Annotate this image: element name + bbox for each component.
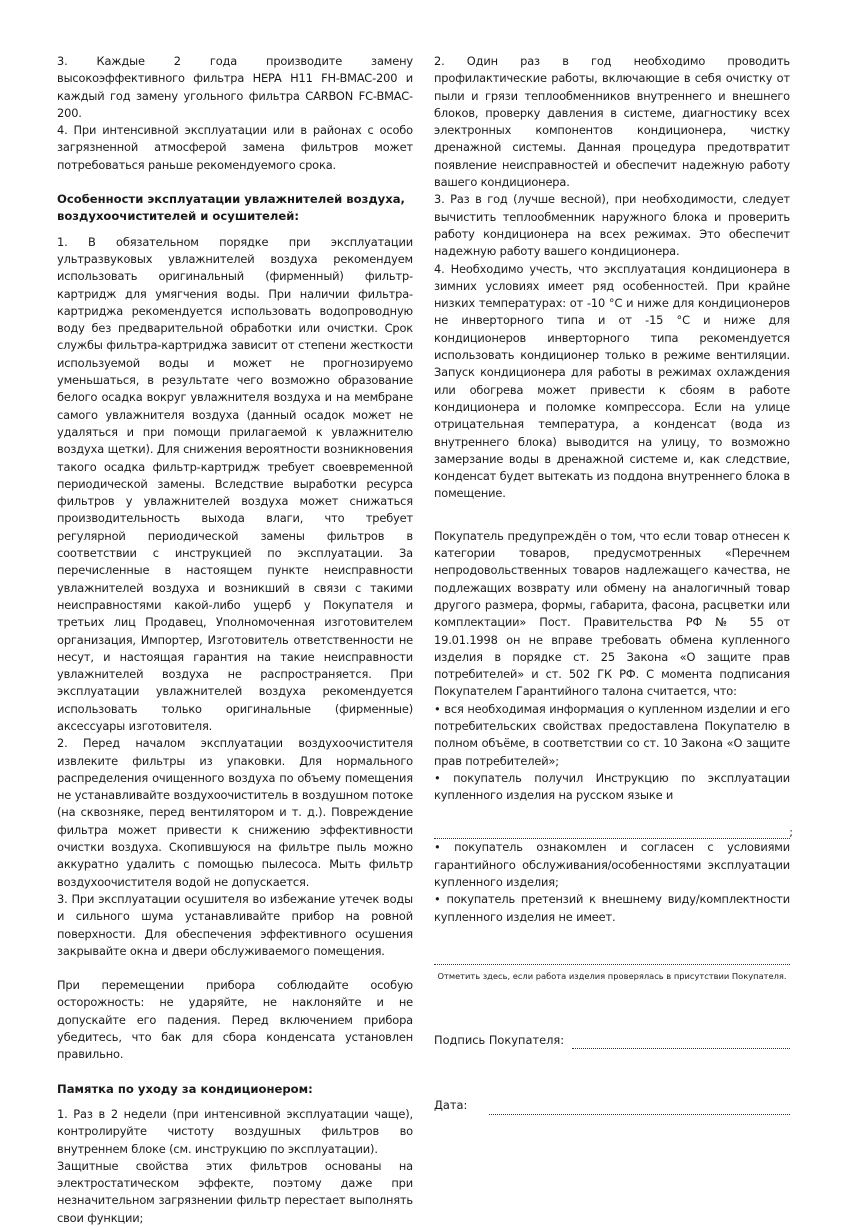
paragraph: 4. При интенсивной эксплуатации или в районах с особо загрязненной атмосферой замена фильтров может потребоваться раньше рекомендуемого срока. [57, 123, 413, 172]
bullet-item: • покупатель претензий к внешнему виду/комплектности купленного изделия не имеет. [434, 891, 790, 926]
paragraph: 3. Раз в год (лучше весной), при необходимости, следует вычистить теплообменник наружного блока и проверить работу кондиционера на всех режимах. Это обеспечит надежную работу вашего кондиционера. [434, 192, 790, 259]
paragraph: 3. При эксплуатации осушителя во избежание утечек воды и сильного шума устанавливайте прибор на ровной поверхности. Для обеспечения эффективного осушения закрывайте окна и двери обслуживаемого помещения. [57, 891, 413, 958]
line-end-mark: ; [789, 826, 793, 840]
fill-in-line[interactable] [434, 826, 793, 840]
signature-row [434, 1032, 790, 1049]
bullet-item: • вся необходимая информация о купленном изделии и его потребительских свойствах предоставлена Покупателю в полном объёме, в соответствии со ст. 10 Закона «О защите прав потребителей»; [434, 701, 790, 770]
checkmark-line[interactable] [434, 952, 790, 965]
check-note: Отметить здесь, если работа изделия проверялась в присутствии Покупателя. [437, 970, 787, 981]
paragraph: Защитные свойства этих фильтров основаны на электростатическом эффекте, поэтому даже при незначительном загрязнении фильтр перестает выполнять свои функции; [57, 1158, 413, 1225]
date-label: Дата: [434, 1098, 468, 1113]
signature-field[interactable] [572, 1034, 790, 1049]
bullet-item: • покупатель получил Инструкцию по эксплуатации купленного изделия на русском языке и [434, 770, 790, 805]
paragraph: 3. Каждые 2 года производите замену высокоэффективного фильтра HEPA H11 FH-BMAC-200 и каждый год замену угольного фильтра CARBON FC-BMAC-200. [57, 54, 413, 120]
bullet-item: • покупатель ознакомлен и согласен с условиями гарантийного обслуживания/особенностями эксплуатации купленного изделия; [434, 839, 790, 891]
signature-label: Подпись Покупателя: [434, 1032, 565, 1047]
paragraph: 4. Необходимо учесть, что эксплуатация кондиционера в зимних условиях имеет ряд особенностей. При крайне низких температурах: от -10 °С и ниже для кондиционеров не инверторного типа и от -15 °С и ниже для кондиционеров инверторного типа рекомендуется использовать кондиционер только в режиме вентиляции. Запуск кондиционера для работы в режимах охлаждения или обогрева может привести к сбоям в работе кондиционера и поломке компрессора. Если на улице отрицательная температура, а конденсат (вода из внутреннего блока) выводится на улицу, то возможно замерзание воды в дренажной системе и, как следствие, конденсат будет вытекать из поддона внутреннего блока в помещение. [434, 261, 790, 501]
paragraph: 2. Перед началом эксплуатации воздухоочистителя извлеките фильтры из упаковки. Для нормального распределения очищенного воздуха по объему помещения не устанавливайте воздухоочиститель в воздушном потоке (на сквозняке, перед вентилятором и т. д.). Повреждение фильтра может привести к снижению эффективности очистки воздуха. Скопившуюся на фильтре пыль можно аккуратно удалить с помощью пылесоса. Мыть фильтр воздухоочистителя водой не допускается. [57, 736, 413, 889]
paragraph: 1. Раз в 2 недели (при интенсивной эксплуатации чаще), контролируйте чистоту воздушных фильтров во внутреннем блоке (см. инструкцию по эксплуатации). [57, 1106, 413, 1156]
section-heading: Памятка по уходу за кондиционером: [57, 1081, 313, 1096]
paragraph: 2. Один раз в год необходимо проводить профилактические работы, включающие в себя очистку от пыли и грязи теплообменников внутреннего и внешнего блоков, проверку давления в системе, диагностику всех электронных компонентов кондиционера, чистку дренажной системы. Данная процедура предотвратит появление неисправностей и обеспечит надежную работу вашего кондиционера. [434, 54, 790, 190]
left-column [57, 53, 413, 1227]
date-row [434, 1097, 790, 1114]
date-field[interactable] [489, 1100, 790, 1115]
right-column [434, 53, 793, 1115]
paragraph: 1. В обязательном порядке при эксплуатации ультразвуковых увлажнителей воздуха рекомендуем использовать оригинальный (фирменный) фильтр-картридж для умягчения воды. При наличии фильтра-картриджа рекомендуется использовать водопроводную воду без предварительной обработки или очистки. Срок службы фильтра-картриджа зависит от степени жесткости используемой воды и может не прогнозируемо уменьшаться, в результате чего возможно образование белого осадка вокруг увлажнителя воздуха и на мембране самого увлажнителя воздуха (данный осадок может не удаляться и при помощи прилагаемой к увлажнителю воздуха щетки). Для снижения вероятности возникновения такого осадка фильтр-картридж требует своевременной периодической замены. Вследствие выработки ресурса фильтров у увлажнителей воздуха может снижаться производительность выхода влаги, что требует регулярной периодической замены фильтров в соответствии с инструкцией по эксплуатации. За перечисленные в настоящем пункте неисправности увлажнителей воздуха и возникший в связи с такими неисправностями какой-либо ущерб у Покупателя и третьих лиц Продавец, Уполномоченная изготовителем организация, Импортер, Изготовитель ответственности не несут, и настоящая гарантия на такие неисправности увлажнителей воздуха не распространяется. При эксплуатации увлажнителей воздуха рекомендуется использовать только оригинальные (фирменные) аксессуары изготовителя. [57, 234, 413, 733]
paragraph: При перемещении прибора соблюдайте особую осторожность: не ударяйте, не наклоняйте и не допускайте его падения. Перед включением прибора убедитесь, что бак для сбора конденсата установлен правильно. [57, 978, 413, 1062]
paragraph: Покупатель предупреждён о том, что если товар отнесен к категории товаров, предусмотренных «Перечнем непродовольственных товаров надлежащего качества, не подлежащих возврату или обмену на аналогичный товар другого размера, формы, габарита, фасона, расцветки или комплектации» Пост. Правительства РФ № 55 от 19.01.1998 он не вправе требовать обмена купленного изделия в порядке ст. 25 Закона «О защите прав потребителей» и ст. 502 ГК РФ. С момента подписания Покупателем Гарантийного талона считается, что: [434, 528, 790, 699]
section-heading: Особенности эксплуатации увлажнителей воздуха, воздухоочистителей и осушителей: [57, 192, 405, 224]
